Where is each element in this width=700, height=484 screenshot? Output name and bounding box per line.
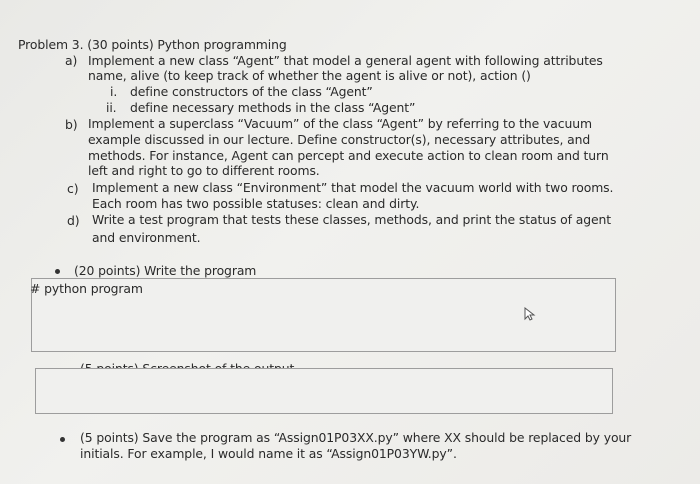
program-box-text: # python program — [30, 281, 143, 296]
bullet-program — [55, 269, 60, 274]
item-b-marker: b) — [65, 117, 78, 132]
item-b-line3: methods. For instance, Agent can percept and execute action to clean room and turn — [88, 148, 609, 163]
item-a-i-text: define constructors of the class “Agent” — [130, 84, 373, 99]
item-a-line2: name, alive (to keep track of whether the agent is alive or not), action () — [88, 68, 531, 83]
save-task-line2: initials. For example, I would name it as “Assign01P03YW.py”. — [80, 446, 457, 461]
bullet-save — [60, 437, 65, 442]
save-task-line1: (5 points) Save the program as “Assign01P03XX.py” where XX should be replaced by your — [80, 430, 632, 445]
item-c-line2: Each room has two possible statuses: clean and dirty. — [92, 196, 420, 211]
item-b-line1: Implement a superclass “Vacuum” of the class “Agent” by referring to the vacuum — [88, 116, 592, 131]
problem-title: Problem 3. (30 points) Python programming — [18, 37, 287, 52]
item-a-ii-text: define necessary methods in the class “Agent” — [130, 100, 416, 115]
item-a-ii-marker: ii. — [106, 100, 117, 115]
item-d-line2: and environment. — [92, 230, 201, 245]
item-d-line1: Write a test program that tests these classes, methods, and print the status of agent — [92, 212, 612, 227]
item-b-line4: left and right to go to different rooms. — [88, 163, 320, 178]
item-a-marker: a) — [65, 53, 78, 68]
item-a-i-marker: i. — [110, 84, 118, 99]
item-c-marker: c) — [67, 181, 79, 196]
item-c-line1: Implement a new class “Environment” that model the vacuum world with two rooms. — [92, 180, 614, 195]
item-d-marker: d) — [67, 213, 80, 228]
item-b-line2: example discussed in our lecture. Define constructor(s), necessary attributes, and — [88, 132, 591, 147]
screenshot-answer-box[interactable] — [35, 368, 613, 414]
program-task-label: (20 points) Write the program — [74, 263, 257, 278]
mouse-cursor-icon — [524, 307, 536, 321]
item-a-line1: Implement a new class “Agent” that model a general agent with following attributes — [88, 53, 603, 68]
